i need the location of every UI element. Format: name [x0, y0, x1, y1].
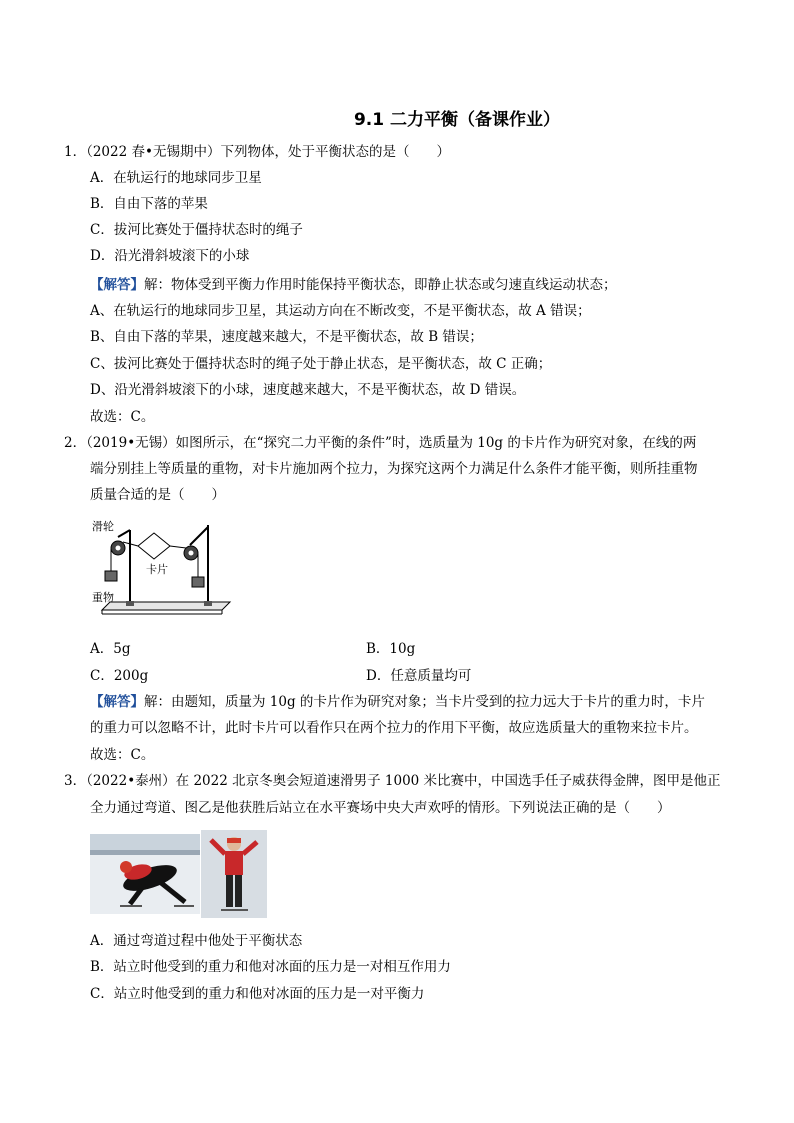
card-shape — [138, 533, 170, 559]
skater-photo-a — [90, 834, 200, 914]
q2-option-c: C．200g — [90, 668, 149, 684]
q2-answer-line-1 — [90, 693, 705, 711]
q2-answer-text: 解：由题知，质量为 10g 的卡片作为研究对象；当卡片受到的拉力远大于卡片的重力时，卡片 — [144, 694, 705, 710]
right-weight — [192, 577, 204, 587]
question-2-stem-line-1: 2．（2019•无锡）如图所示，在“探究二力平衡的条件”时，选质量为 10g 的卡片作为研究对象，在线的两 — [64, 435, 697, 451]
q1-option-b: B．自由下落的苹果 — [90, 196, 208, 212]
question-1-stem: 1．（2022 春•无锡期中）下列物体，处于平衡状态的是（ ） — [64, 144, 450, 160]
answer-tag: 【解答】 — [90, 694, 144, 710]
q1-answer-line-1 — [90, 276, 617, 294]
question-3-stem-line-2: 全力通过弯道、图乙是他获胜后站立在水平赛场中央大声欢呼的情形。下列说法正确的是（ ） — [90, 800, 671, 816]
q1-answer-line-6: 故选：C。 — [90, 409, 155, 425]
q2-option-d: D．任意质量均可 — [366, 668, 472, 684]
q2-option-b: B．10g — [366, 641, 416, 657]
q1-answer-text: 解：物体受到平衡力作用时能保持平衡状态，即静止状态或匀速直线运动状态； — [144, 277, 617, 293]
q2-option-a: A．5g — [90, 641, 131, 657]
apparatus-figure — [90, 515, 235, 625]
question-2-stem-line-3: 质量合适的是（ ） — [90, 487, 225, 503]
q1-option-c: C．拔河比赛处于僵持状态时的绳子 — [90, 222, 303, 238]
q2-answer-line-3: 故选：C。 — [90, 747, 155, 763]
q3-option-c: C．站立时他受到的重力和他对冰面的压力是一对平衡力 — [90, 986, 425, 1002]
answer-tag: 【解答】 — [90, 277, 144, 293]
q1-answer-line-3: B、自由下落的苹果，速度越来越大，不是平衡状态，故 B 错误； — [90, 329, 483, 345]
skater-photo-b — [201, 830, 267, 918]
page-title: 9.1 二力平衡（备课作业） — [353, 110, 561, 130]
question-2-stem-line-2: 端分别挂上等质量的重物，对卡片施加两个拉力，为探究这两个力满足什么条件才能平衡，则所挂重物 — [90, 461, 698, 477]
q1-answer-line-5: D、沿光滑斜坡滚下的小球，速度越来越大，不是平衡状态，故 D 错误。 — [90, 382, 526, 398]
left-weight — [105, 571, 117, 581]
q1-option-d: D．沿光滑斜坡滚下的小球 — [90, 248, 250, 264]
q1-answer-line-2: A、在轨运行的地球同步卫星，其运动方向在不断改变，不是平衡状态，故 A 错误； — [90, 303, 591, 319]
q1-answer-line-4: C、拔河比赛处于僵持状态时的绳子处于静止状态，是平衡状态，故 C 正确； — [90, 356, 552, 372]
weight-label: 重物 — [92, 591, 114, 604]
q1-option-a: A．在轨运行的地球同步卫星 — [90, 170, 262, 186]
card-label: 卡片 — [146, 563, 168, 576]
question-3-stem-line-1: 3．（2022•泰州）在 2022 北京冬奥会短道速滑男子 1000 米比赛中，中国选手任子威获得金牌，图甲是他正 — [64, 773, 721, 789]
q2-answer-line-2: 的重力可以忽略不计，此时卡片可以看作只在两个拉力的作用下平衡，故应选质量大的重物来拉卡片。 — [90, 720, 698, 736]
q3-option-a: A．通过弯道过程中他处于平衡状态 — [90, 933, 303, 949]
q3-option-b: B．站立时他受到的重力和他对冰面的压力是一对相互作用力 — [90, 959, 451, 975]
pulley-label: 滑轮 — [92, 520, 114, 533]
